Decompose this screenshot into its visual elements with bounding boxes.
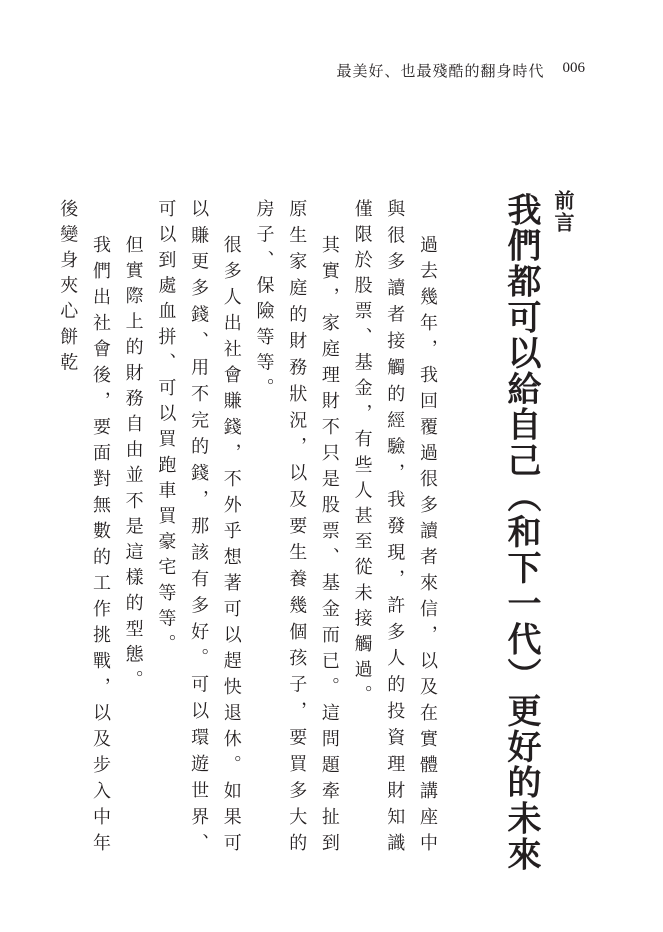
running-header bbox=[336, 60, 585, 81]
paragraph: 過去幾年，我回覆過很多讀者來信，以及在實體講座中與很多讀者接觸的經驗，我發現，許多人的投資理財知識僅限於股票、基金，有些人甚至從未接觸過。 bbox=[351, 199, 438, 859]
paragraph: 很多人出社會賺錢，不外乎想著可以趕快退休。如果可以賺更多錢、用不完的錢，那該有多好。可以環遊世界、可以到處血拼、可以買跑車買豪宅等等。 bbox=[155, 199, 242, 859]
paragraph: 但實際上的財務自由並不是這樣的型態。 bbox=[122, 235, 144, 696]
chapter-label: 前言 bbox=[551, 190, 575, 234]
paragraph: 我們出社會後，要面對無數的工作挑戰，以及步入中年後變身夾心餅乾 bbox=[57, 199, 111, 859]
chapter-title: 我們都可以給自己（和下一代）更好的未來 bbox=[501, 192, 541, 873]
paragraph: 其實，家庭理財不只是股票、基金而已。這問題牽扯到原生家庭的財務狀況，以及要生養幾個孩子，要買多大的房子、保險等等。 bbox=[253, 199, 340, 859]
page-number: 006 bbox=[562, 60, 585, 76]
book-title: 最美好、也最殘酷的翻身時代 bbox=[336, 62, 545, 80]
body-text bbox=[0, 199, 443, 859]
